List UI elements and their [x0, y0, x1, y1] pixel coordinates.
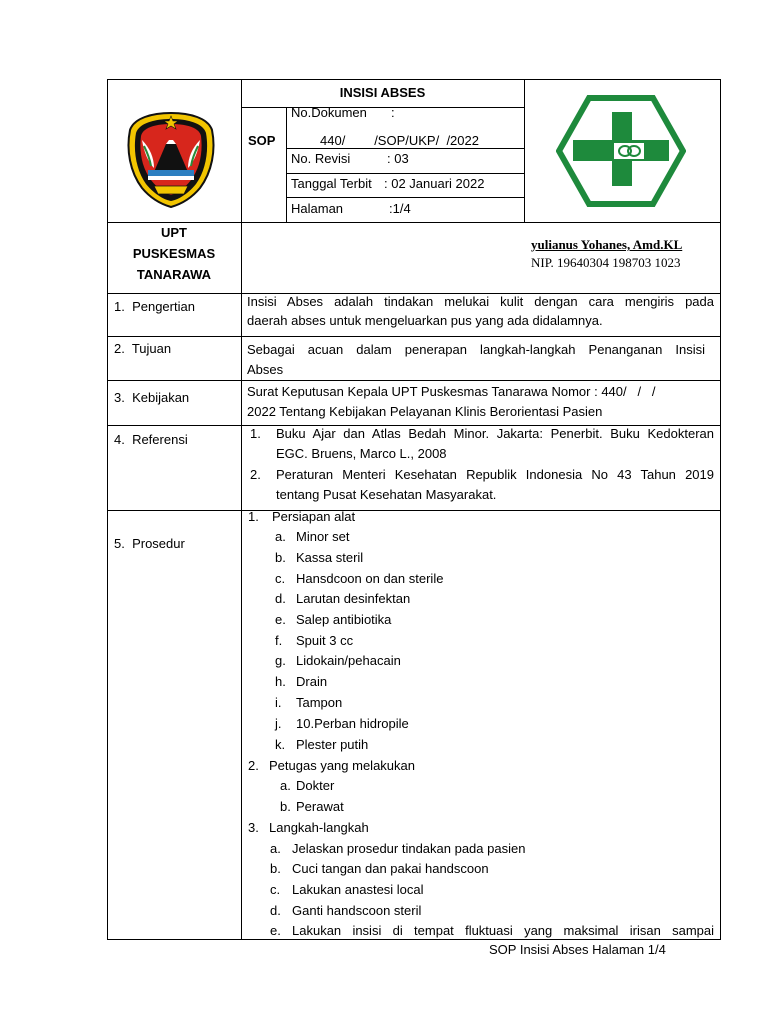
list-item-letter: f.: [275, 633, 283, 648]
prosedur-group-number: 3.: [248, 820, 259, 835]
section-label-tujuan: 2. Tujuan: [114, 341, 172, 356]
list-item: Jelaskan prosedur tindakan pada pasien: [292, 841, 526, 856]
issue-date-label: Tanggal Terbit: [291, 176, 372, 191]
pengertian-text-line1: Insisi Abses adalah tindakan melukai kulit dengan cara mengiris pada: [247, 294, 714, 309]
prosedur-group-title: Petugas yang melakukan: [269, 758, 415, 773]
sop-label: SOP: [248, 133, 276, 148]
section-label-kebijakan: 3. Kebijakan: [114, 390, 190, 405]
doc-number-label: No.Dokumen: [291, 105, 367, 120]
section-label-prosedur: 5. Prosedur: [114, 536, 185, 551]
section-label-pengertian: 1. Pengertian: [114, 299, 195, 314]
row-line: [286, 197, 524, 198]
doc-number-colon: :: [391, 105, 395, 120]
list-item: Lakukan anastesi local: [292, 882, 424, 897]
list-item-letter: a.: [275, 529, 286, 544]
title-underline: [241, 107, 524, 108]
document-title: INSISI ABSES: [339, 85, 426, 100]
tujuan-text-line2: Abses: [247, 362, 284, 377]
referensi-item-line1: Buku Ajar dan Atlas Bedah Minor. Jakarta: Penerbit. Buku Kedokteran: [276, 426, 714, 441]
issue-date-value: : 02 Januari 2022: [384, 176, 485, 191]
kebijakan-text-line1: Surat Keputusan Kepala UPT Puskesmas Tanarawa Nomor : 440/ / /: [247, 384, 656, 399]
page-label: Halaman: [291, 201, 344, 216]
list-item-letter: b.: [275, 550, 286, 565]
kebijakan-text-line2: 2022 Tentang Kebijakan Pelayanan Klinis Berorientasi Pasien: [247, 404, 603, 419]
prosedur-group-title: Langkah-langkah: [269, 820, 369, 835]
referensi-item-line2: tentang Pusat Kesehatan Masyarakat.: [276, 487, 497, 502]
list-item-letter: h.: [275, 674, 286, 689]
section-label-referensi: 4. Referensi: [114, 432, 188, 447]
pengertian-text-line2: daerah abses untuk mengeluarkan pus yang ada didalamnya.: [247, 313, 603, 328]
signer-name: yulianus Yohanes, Amd.KL: [531, 237, 683, 252]
list-item: Salep antibiotika: [296, 612, 392, 627]
list-item-letter: d.: [270, 903, 281, 918]
referensi-item-number: 1.: [250, 426, 261, 441]
table-border-top: [107, 79, 721, 80]
signer-nip: NIP. 19640304 198703 1023: [531, 255, 681, 270]
list-item-letter: j.: [275, 716, 282, 731]
column-divider: [241, 79, 242, 939]
list-item-letter: b.: [270, 861, 281, 876]
org-name-line2: PUSKESMAS: [132, 246, 216, 261]
row-line: [107, 222, 721, 223]
list-item: Lidokain/pehacain: [296, 653, 401, 668]
referensi-item-line1: Peraturan Menteri Kesehatan Republik Indonesia No 43 Tahun 2019: [276, 467, 714, 482]
regency-emblem-icon: [124, 110, 219, 210]
prosedur-group-number: 1.: [248, 509, 259, 524]
list-item-letter: d.: [275, 591, 286, 606]
header-logo-divider: [524, 79, 525, 222]
list-item: Dokter: [296, 778, 335, 793]
table-border-bottom: [107, 939, 721, 940]
table-border-right: [720, 79, 721, 939]
page-value: :1/4: [389, 201, 411, 216]
row-line: [107, 336, 721, 337]
list-item: Lakukan insisi di tempat fluktuasi yang maksimal irisan sampai: [292, 923, 714, 938]
list-item: Tampon: [296, 695, 343, 710]
referensi-item-number: 2.: [250, 467, 261, 482]
list-item-letter: c.: [275, 571, 286, 586]
list-item: Hansdcoon on dan sterile: [296, 571, 444, 586]
org-name-line1: UPT: [161, 225, 187, 240]
list-item-letter: a.: [270, 841, 281, 856]
list-item-letter: e.: [270, 923, 281, 938]
list-item-letter: g.: [275, 653, 286, 668]
list-item: Spuit 3 cc: [296, 633, 354, 648]
sop-divider: [286, 107, 287, 222]
row-line: [107, 510, 721, 511]
list-item: 10.Perban hidropile: [296, 716, 409, 731]
list-item: Cuci tangan dan pakai handscoon: [292, 861, 489, 876]
list-item-letter: a.: [280, 778, 291, 793]
list-item-letter: e.: [275, 612, 286, 627]
list-item: Perawat: [296, 799, 344, 814]
org-name-line3: TANARAWA: [136, 267, 212, 282]
list-item: Drain: [296, 674, 328, 689]
revision-value: : 03: [387, 151, 409, 166]
tujuan-text-line1: Sebagai acuan dalam penerapan langkah-langkah Penanganan Insisi: [247, 342, 705, 357]
list-item-letter: c.: [270, 882, 281, 897]
list-item: Kassa steril: [296, 550, 364, 565]
list-item-letter: b.: [280, 799, 291, 814]
row-line: [286, 173, 524, 174]
list-item: Larutan desinfektan: [296, 591, 411, 606]
revision-label: No. Revisi: [291, 151, 351, 166]
prosedur-group-title: Persiapan alat: [272, 509, 356, 524]
list-item: Plester putih: [296, 737, 369, 752]
puskesmas-logo-icon: [556, 95, 686, 207]
table-border-left: [107, 79, 108, 939]
list-item-letter: k.: [275, 737, 286, 752]
list-item: Ganti handscoon steril: [292, 903, 422, 918]
prosedur-group-number: 2.: [248, 758, 259, 773]
page-footer: SOP Insisi Abses Halaman 1/4: [489, 942, 666, 957]
doc-number-value: 440/ /SOP/UKP/ /2022: [320, 133, 479, 148]
referensi-item-line2: EGC. Bruens, Marco L., 2008: [276, 446, 447, 461]
list-item-letter: i.: [275, 695, 282, 710]
row-line: [107, 380, 721, 381]
list-item: Minor set: [296, 529, 350, 544]
